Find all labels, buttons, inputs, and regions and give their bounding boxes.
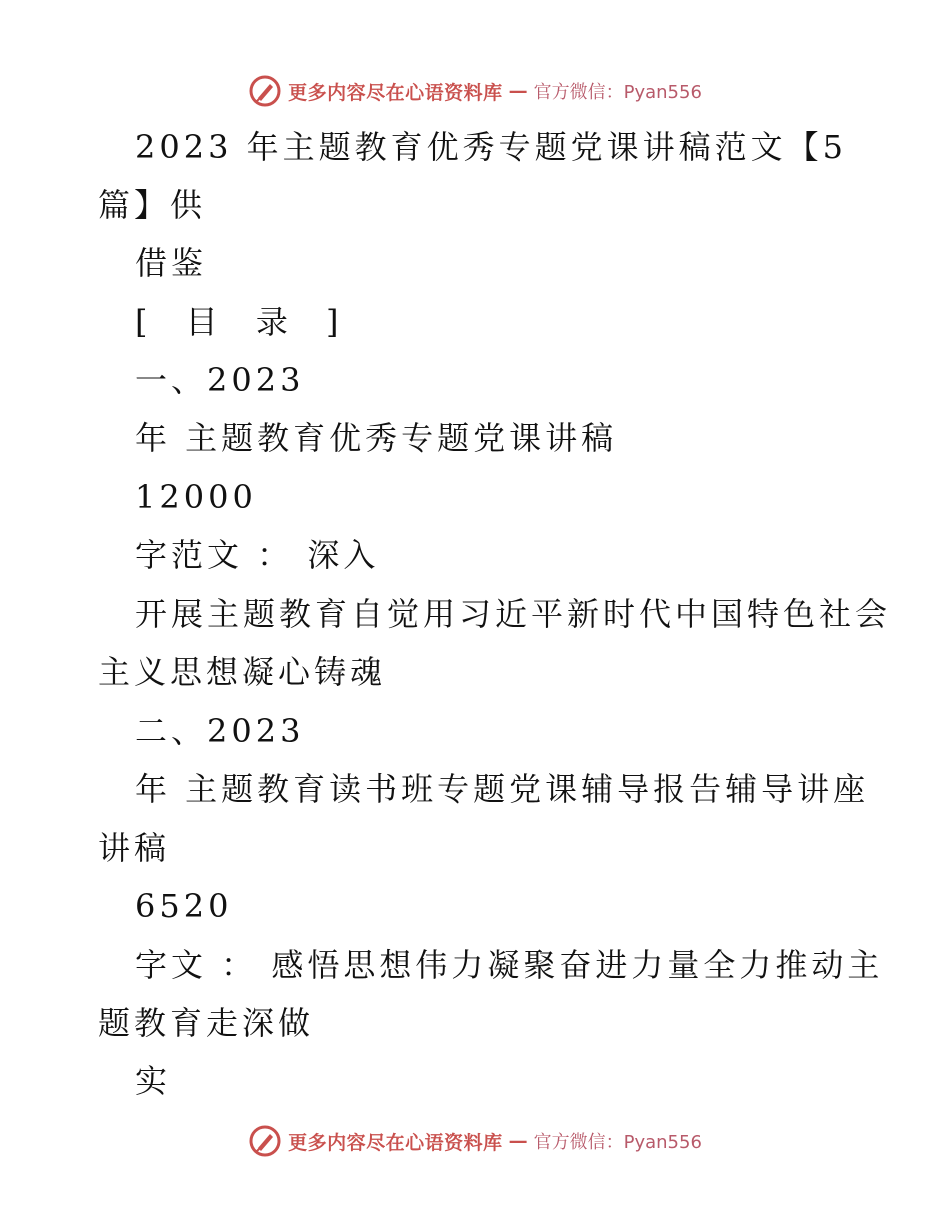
- toc-item-2-count: 6520: [135, 887, 233, 925]
- watermark-brand: 更多内容尽在心语资料库: [288, 1131, 503, 1154]
- watermark-wechat: 官方微信：Pyan556: [533, 1132, 702, 1153]
- toc-item-2-line-3: 字文 ： 感悟思想伟力凝聚奋进力量全力推动主: [135, 946, 884, 984]
- toc-item-1-prefix: 一、2023: [135, 361, 305, 399]
- watermark-banner-bottom: [0, 1121, 950, 1161]
- toc-item-2-line-5: 实: [135, 1062, 172, 1100]
- toc-item-2-prefix: 二、2023: [135, 712, 305, 750]
- toc-item-2-line-2: 讲稿: [98, 829, 171, 867]
- toc-item-1-line-4: 主义思想凝心铸魂: [98, 653, 387, 691]
- doc-title-line-1: 2023 年主题教育优秀专题党课讲稿范文【5: [135, 128, 847, 166]
- watermark-dash: —: [508, 80, 528, 102]
- toc-item-1-count: 12000: [135, 478, 257, 516]
- toc-item-1-line-2: 字范文 ： 深入: [135, 536, 380, 574]
- doc-title-line-3: 借鉴: [135, 244, 208, 282]
- watermark-dash: —: [508, 1130, 528, 1152]
- watermark-wechat: 官方微信：Pyan556: [533, 82, 702, 103]
- doc-title-line-2: 篇】供: [98, 186, 207, 224]
- toc-heading: [ 目 录 ]: [135, 303, 353, 341]
- toc-item-2-line-1: 年 主题教育读书班专题党课辅导报告辅导讲座: [135, 770, 870, 808]
- toc-item-2-line-4: 题教育走深做: [98, 1004, 315, 1042]
- pen-nib-circle-icon: [248, 1124, 282, 1158]
- toc-item-1-line-3: 开展主题教育自觉用习近平新时代中国特色社会: [135, 595, 892, 633]
- toc-item-1-line-1: 年 主题教育优秀专题党课讲稿: [135, 419, 618, 457]
- watermark-brand: 更多内容尽在心语资料库: [288, 81, 503, 104]
